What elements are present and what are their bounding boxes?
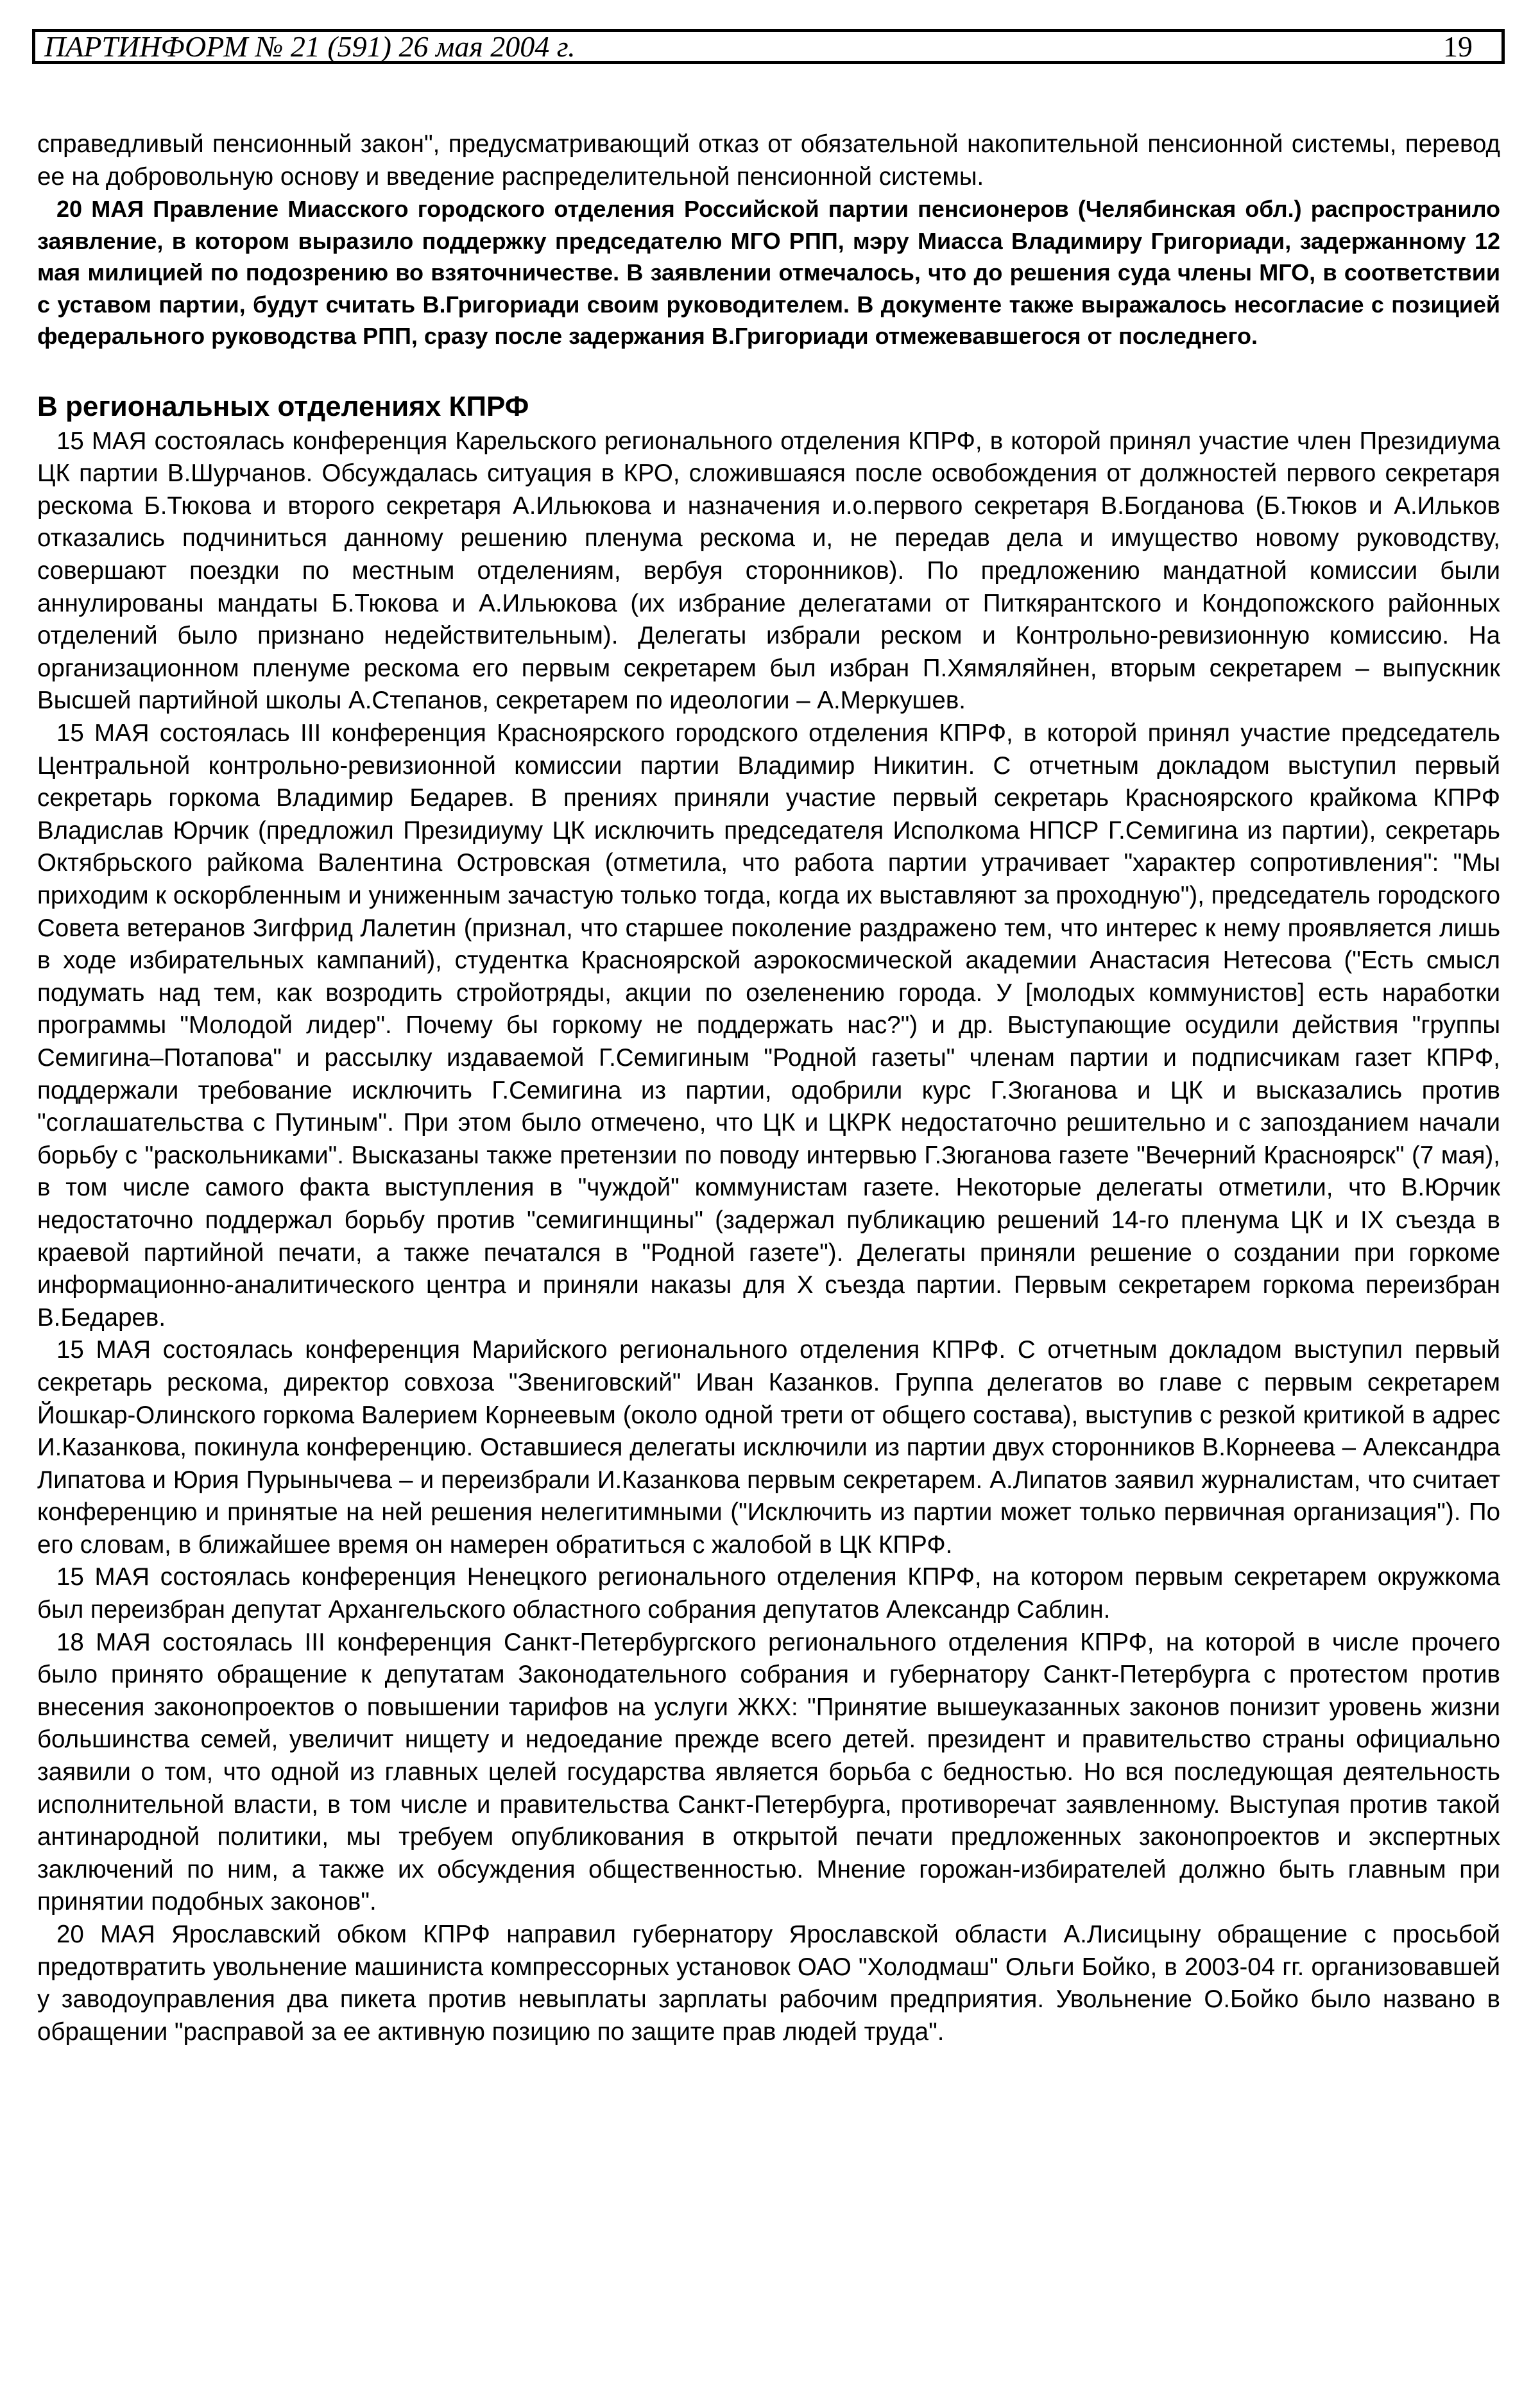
continued-paragraph: справедливый пенсионный закон", предусматривающий отказ от обязательной накопительной пенсионной системы, перевод ее на добровольную основу и введение распределительной пенсионной системы. [37,130,1500,191]
news-item-mari: 15 МАЯ состоялась конференция Марийского регионального отделения КПРФ. С отчетным докладом выступил первый секретарь рескома, директор совхоза "Звениговский" Иван Казанков. Группа делегатов во главе с первым секретарем Йошкар-Олинского горкома Валерием Корнеевым (около одной трети от общего состава), выступив с резкой критикой в адрес И.Казанкова, покинула конференцию. Оставшиеся делегаты исключили из партии двух сторонников В.Корнеева – Александра Липатова и Юрия Пурынычева – и переизбрали И.Казанкова первым секретарем. А.Липатов заявил журналистам, что считает конференцию и принятые на ней решения нелегитимными ("Исключить из партии может только первичная организация"). По его словам, в ближайшее время он намерен обратиться с жалобой в ЦК КПРФ. [37,1336,1500,1559]
page-number: 19 [1443,30,1473,63]
news-item-karelia: 15 МАЯ состоялась конференция Карельского регионального отделения КПРФ, в которой принял участие член Президиума ЦК партии В.Шурчанов. Обсуждалась ситуация в КРО, сложившаяся после освобождения от должностей первого секретаря рескома Б.Тюкова и второго секретаря А.Ильюкова и назначения и.о.первого секретаря В.Богданова (Б.Тюков и А.Ильков отказались подчиниться данному решению пленума рескома и, не передав дела и имущество новому руководству, совершают поездки по местным отделениям, вербуя сторонников). По предложению мандатной комиссии были аннулированы мандаты Б.Тюкова и А.Ильюкова (их избрание делегатами от Питкярантского и Кондопожского районных отделений было признано недействительным). Делегаты избрали реском и Контрольно-ревизионную комиссию. На организационном пленуме рескома его первым секретарем был избран П.Хямяляйнен, вторым секретарем – выпускник Высшей партийной школы А.Степанов, секретарем по идеологии – А.Меркушев. [37,427,1500,715]
publication-title: ПАРТИНФОРМ № 21 (591) 26 мая 2004 г. [44,30,576,63]
news-item-nenets: 15 МАЯ состоялась конференция Ненецкого регионального отделения КПРФ, на котором первым секретарем окружкома был переизбран депутат Архангельского областного собрания депутатов Александр Саблин. [37,1563,1500,1624]
section-heading: В региональных отделениях КПРФ [37,390,529,422]
news-item-yaroslavl: 20 МАЯ Ярославский обком КПРФ направил губернатору Ярославской области А.Лисицыну обращение с просьбой предотвратить увольнение машиниста компрессорных установок ОАО "Холодмаш" Ольги Бойко, в 2003-04 гг. организовавшей у заводоуправления два пикета против невыплаты зарплаты рабочим предприятия. Увольнение О.Бойко было названо в обращении "расправой за ее активную позицию по защите прав людей труда". [37,1921,1500,2046]
news-item-miass: 20 МАЯ Правление Миасского городского отделения Российской партии пенсионеров (Челябинская обл.) распространило заявление, в котором выразило поддержку председателю МГО РПП, мэру Миасса Владимиру Григориади, задержанному 12 мая милицией по подозрению во взяточничестве. В заявлении отмечалось, что до решения суда члены МГО, в соответствии с уставом партии, будут считать В.Григориади своим руководителем. В документе также выражалось несогласие с позицией федерального руководства РПП, сразу после задержания В.Григориади отмежевавшегося от последнего. [37,196,1500,350]
article-body [37,128,1500,2048]
page-header [32,29,1505,64]
news-item-spb: 18 МАЯ состоялась III конференция Санкт-Петербургского регионального отделения КПРФ, на которой в числе прочего было принято обращение к депутатам Законодательного собрания и губернатору Санкт-Петербурга с протестом против внесения законопроектов о повышении тарифов на услуги ЖКХ: "Принятие вышеуказанных законов понизит уровень жизни большинства семей, увеличит нищету и недоедание прежде всего детей. президент и правительство страны официально заявили о том, что одной из главных целей государства является борьба с бедностью. Но вся последующая деятельность исполнительной власти, в том числе и правительства Санкт-Петербурга, противоречат заявленному. Выступая против такой антинародной политики, мы требуем опубликования в открытой печати предложенных законопроектов и экспертных заключений по ним, а также их обсуждения общественностью. Мнение горожан-избирателей должно быть главным при принятии подобных законов". [37,1628,1500,1916]
news-item-krasnoyarsk: 15 МАЯ состоялась III конференция Красноярского городского отделения КПРФ, в которой принял участие председатель Центральной контрольно-ревизионной комиссии партии Владимир Никитин. С отчетным докладом выступил первый секретарь горкома Владимир Бедарев. В прениях приняли участие первый секретарь Красноярского крайкома КПРФ Владислав Юрчик (предложил Президиуму ЦК исключить председателя Исполкома НПСР Г.Семигина из партии), секретарь Октябрьского райкома Валентина Островская (отметила, что работа партии утрачивает "характер сопротивления": "Мы приходим к оскорбленным и униженным зачастую только тогда, когда их выставляют за проходную"), председатель городского Совета ветеранов Зигфрид Лалетин (признал, что старшее поколение раздражено тем, что интерес к нему проявляется лишь в ходе избирательных кампаний), студентка Красноярской аэрокосмической академии Анастасия Нетесова ("Есть смысл подумать над тем, как возродить стройотряды, акции по озеленению города. У [молодых коммунистов] есть наработки программы "Молодой лидер". Почему бы горкому не поддержать нас?") и др. Выступающие осудили действия "группы Семигина–Потапова" и рассылку издаваемой Г.Семигиным "Родной газеты" членам партии и подписчикам газет КПРФ, поддержали требование исключить Г.Семигина из партии, одобрили курс Г.Зюганова и ЦК и высказались против "соглашательства с Путиным". При этом было отмечено, что ЦК и ЦКРК недостаточно решительно и с запозданием начали борьбу с "раскольниками". Высказаны также претензии по поводу интервью Г.Зюганова газете "Вечерний Красноярск" (7 мая), в том числе самого факта выступления в "чуждой" коммунистам газете. Некоторые делегаты отметили, что В.Юрчик недостаточно поддержал борьбу против "семигинщины" (задержал публикацию решений 14-го пленума ЦК и IX съезда в краевой партийной печати, а также печатался в "Родной газете"). Делегаты приняли решение о создании при горкоме информационно-аналитического центра и приняли наказы для X съезда партии. Первым секретарем горкома переизбран В.Бедарев. [37,719,1500,1332]
